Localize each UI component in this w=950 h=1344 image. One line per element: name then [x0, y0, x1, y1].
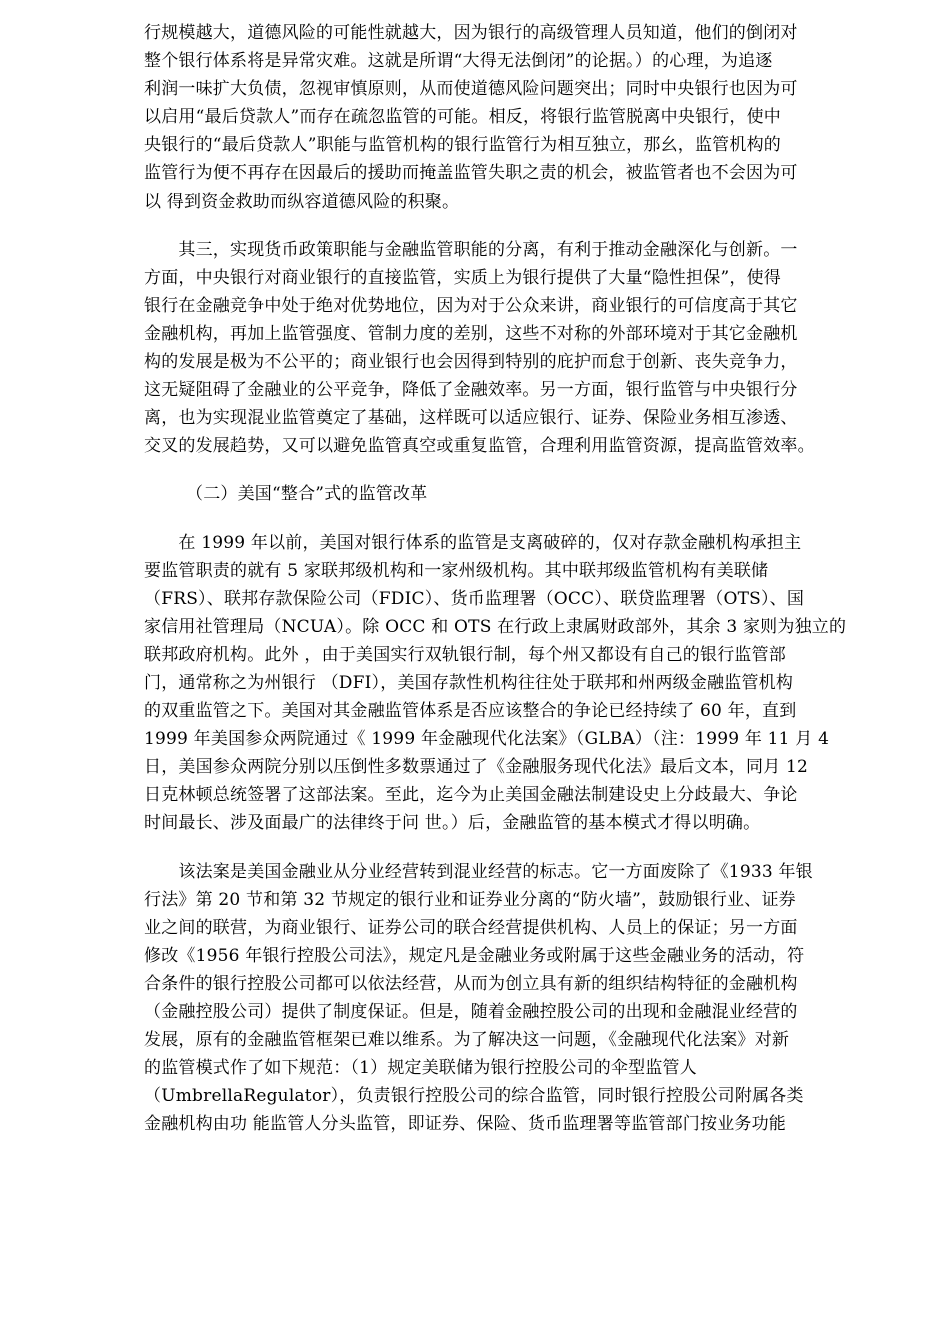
- section-heading-text: （二）美国“整合”式的监管改革: [186, 484, 428, 505]
- text-line: 这无疑阻碍了金融业的公平竞争，降低了金融效率。另一方面，银行监管与中央银行分: [144, 380, 798, 401]
- text-line: 日克林顿总统签署了这部法案。至此，迄今为止美国金融法制建设史上分歧最大、争论: [144, 785, 798, 806]
- text-line: （金融控股公司）提供了制度保证。但是，随着金融控股公司的出现和金融混业经营的: [144, 1002, 798, 1022]
- text-line: 构的发展是极为不公平的；商业银行也会因得到特别的庇护而怠于创新、丧失竞争力，: [144, 352, 798, 373]
- text-line: 金融机构由功 能监管人分头监管，即证券、保险、货币监理署等监管部门按业务功能: [144, 1114, 787, 1135]
- text-line: （FRS）、联邦存款保险公司（FDIC）、货币监理署（OCC）、联贷监理署（OTS）、国: [144, 588, 805, 609]
- text-line: 合条件的银行控股公司都可以依法经营，从而为创立具有新的组织结构特征的金融机构: [144, 973, 798, 994]
- text-line: 以启用“最后贷款人”而存在疏忽监管的可能。相反，将银行监管脱离中央银行，使中: [144, 107, 781, 128]
- text-line: 门，通常称之为州银行 （DFI），美国存款性机构往往处于联邦和州两级金融监管机构: [144, 672, 794, 693]
- text-line: 1999 年美国参众两院通过《 1999 年金融现代化法案》（GLBA）（注：1999 年 11 月 4: [144, 729, 830, 750]
- text-line: 央银行的“最后贷款人”职能与监管机构的银行监管行为相互独立，那幺，监管机构的: [144, 135, 781, 156]
- paragraph-glba-act: [144, 858, 884, 1139]
- text-line: 利润一味扩大负债，忽视审慎原则，从而使道德风险问题突出；同时中央银行也因为可: [144, 79, 798, 100]
- text-line: 以 得到资金救助而纵容道德风险的积聚。: [144, 191, 460, 212]
- text-line: 其三，实现货币政策职能与金融监管职能的分离，有利于推动金融深化与创新。一: [144, 239, 798, 260]
- paragraph-third-point: [144, 236, 884, 461]
- text-line: （UmbrellaRegulator），负责银行控股公司的综合监管，同时银行控股公司附属各类: [144, 1086, 804, 1107]
- text-line: 整个银行体系将是异常灾难。这就是所谓“大得无法倒闭”的论据。）的心理，为追逐: [144, 51, 773, 72]
- paragraph-us-supervision: [144, 529, 884, 838]
- text-line: 行法》第 20 节和第 32 节规定的银行业和证券业分离的“防火墙”，鼓励银行业、证券: [144, 889, 796, 910]
- text-line: 要监管职责的就有 5 家联邦级机构和一家州级机构。其中联邦级监管机构有美联储: [144, 560, 769, 581]
- section-heading: [144, 480, 884, 508]
- text-line: 日，美国参众两院分别以压倒性多数票通过了《金融服务现代化法》最后文本，同月 12: [144, 757, 809, 778]
- text-line: 业之间的联营，为商业银行、证券公司的联合经营提供机构、人员上的保证；另一方面: [144, 917, 798, 938]
- text-line: 时间最长、涉及面最广的法律终于问 世。）后，金融监管的基本模式才得以明确。: [144, 813, 761, 834]
- text-line: 金融机构，再加上监管强度、管制力度的差别，这些不对称的外部环境对于其它金融机: [144, 323, 798, 344]
- text-line: 发展，原有的金融监管框架已难以维系。为了解决这一问题，《金融现代化法案》对新: [144, 1030, 790, 1051]
- text-line: 监管行为便不再存在因最后的援助而掩盖监管失职之责的机会，被监管者也不会因为可: [144, 163, 798, 184]
- text-line: 银行在金融竞争中处于绝对优势地位，因为对于公众来讲，商业银行的可信度高于其它: [144, 295, 798, 316]
- text-line: 交叉的发展趋势，又可以避免监管真空或重复监管，合理利用监管资源，提高监管效率。: [144, 436, 815, 457]
- text-line: 的监管模式作了如下规范：（1）规定美联储为银行控股公司的伞型监管人: [144, 1058, 697, 1079]
- text-line: 修改《1956 年银行控股公司法》，规定凡是金融业务或附属于这些金融业务的活动，符: [144, 945, 805, 966]
- text-line: 在 1999 年以前，美国对银行体系的监管是支离破碎的，仅对存款金融机构承担主: [144, 532, 802, 553]
- text-line: 行规模越大，道德风险的可能性就越大，因为银行的高级管理人员知道，他们的倒闭对: [144, 23, 798, 43]
- text-line: 离，也为实现混业监管奠定了基础，这样既可以适应银行、证券、保险业务相互渗透、: [144, 408, 798, 429]
- text-line: 家信用社管理局（NCUA）。除 OCC 和 OTS 在行政上隶属财政部外，其余 3 家则为独立的: [144, 616, 847, 637]
- document-page: [144, 19, 884, 1138]
- paragraph-moral-hazard: [144, 19, 884, 216]
- text-line: 方面，中央银行对商业银行的直接监管，实质上为银行提供了大量“隐性担保”，使得: [144, 267, 781, 288]
- text-line: 的双重监管之下。美国对其金融监管体系是否应该整合的争论已经持续了 60 年，直到: [144, 701, 797, 722]
- text-line: 该法案是美国金融业从分业经营转到混业经营的标志。它一方面废除了《1933 年银: [144, 861, 813, 882]
- text-line: 联邦政府机构。此外 ，由于美国实行双轨银行制，每个州又都设有自己的银行监管部: [144, 644, 787, 665]
